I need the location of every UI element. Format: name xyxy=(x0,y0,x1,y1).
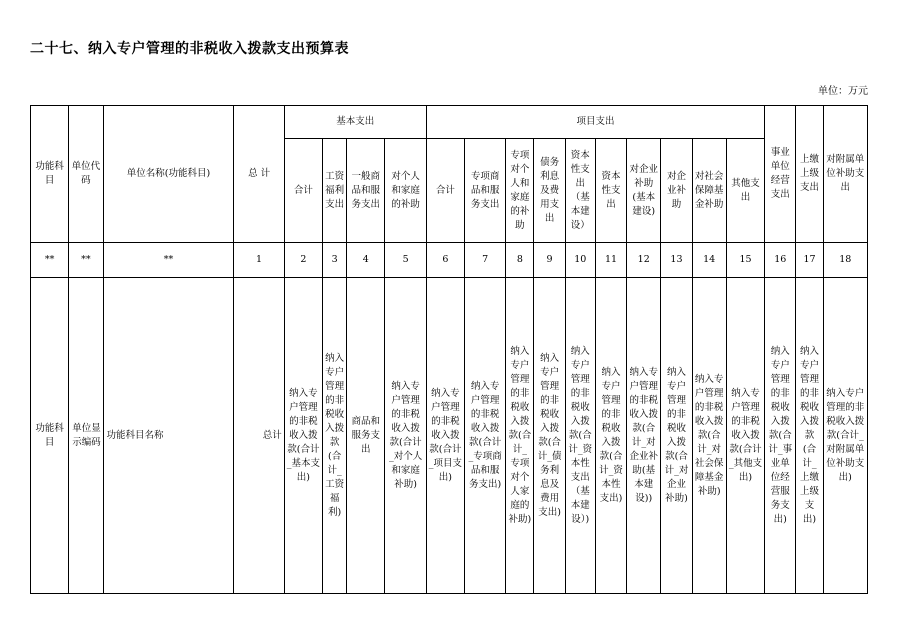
header-project-sub: 其他支出 xyxy=(726,139,764,243)
row-cell: 纳入专户管理的非税收入拨款(合计_专项商品和服务支出) xyxy=(465,278,506,594)
table-row xyxy=(31,278,868,594)
header-project-sub: 资本性支出（基本建设） xyxy=(565,139,595,243)
column-number: 9 xyxy=(534,243,565,278)
column-number: ** xyxy=(69,243,103,278)
column-number: 17 xyxy=(796,243,823,278)
row-cell: 纳入专户管理的非税收入拨款(合计_对企业补助(基本建设)) xyxy=(627,278,661,594)
row-cell: 纳入专户管理的非税收入拨款(合计_项目支出) xyxy=(426,278,464,594)
column-number: ** xyxy=(31,243,69,278)
column-number: 7 xyxy=(465,243,506,278)
row-cell: 纳入专户管理的非税收入拨款(合计_事业单位经营服务支出) xyxy=(765,278,796,594)
row-cell: 纳入专户管理的非税收入拨款(合计_工资福利) xyxy=(323,278,347,594)
column-number: 6 xyxy=(426,243,464,278)
header-project-expenditure: 项目支出 xyxy=(426,106,764,139)
header-basic-sub: 一般商品和服务支出 xyxy=(347,139,385,243)
column-number: 18 xyxy=(823,243,867,278)
column-number: 12 xyxy=(627,243,661,278)
row-cell: 纳入专户管理的非税收入拨款(合计_对附属单位补助支出) xyxy=(823,278,867,594)
header-basic-sub: 对个人和家庭的补助 xyxy=(385,139,426,243)
budget-table xyxy=(30,105,868,594)
header-project-sub: 债务利息及费用支出 xyxy=(534,139,565,243)
row-cell: 商品和服务支出 xyxy=(347,278,385,594)
row-cell: 纳入专户管理的非税收入拨款(合计_对个人和家庭补助) xyxy=(385,278,426,594)
header-tail-3: 对附属单位补助支出 xyxy=(823,106,867,243)
row-cell: 纳入专户管理的非税收入拨款(合计_其他支出) xyxy=(726,278,764,594)
header-total: 总 计 xyxy=(234,106,284,243)
row-cell: 纳入专户管理的非税收入拨款(合计_基本支出) xyxy=(284,278,322,594)
row-cell: 纳入专户管理的非税收入拨款(合计_资本性支出) xyxy=(595,278,626,594)
column-number: 2 xyxy=(284,243,322,278)
header-project-sub: 对企业补助 xyxy=(661,139,692,243)
header-basic-expenditure: 基本支出 xyxy=(284,106,426,139)
header-tail-1: 事业单位经营支出 xyxy=(765,106,796,243)
page-title: 二十七、纳入专户管理的非税收入拨款支出预算表 xyxy=(30,41,349,57)
header-project-sub: 合计 xyxy=(426,139,464,243)
column-number: 11 xyxy=(595,243,626,278)
header-unit-code: 单位代码 xyxy=(69,106,103,243)
column-number: 14 xyxy=(692,243,726,278)
row-cell: 纳入专户管理的非税收入拨款(合计_资本性支出（基本建设）) xyxy=(565,278,595,594)
unit-label: 单位：万元 xyxy=(818,86,868,97)
row-cell: 纳入专户管理的非税收入拨款(合计_对企业补助) xyxy=(661,278,692,594)
header-unit-name: 单位名称(功能科目) xyxy=(103,106,234,243)
row-total: 总计 xyxy=(234,278,284,594)
column-number: 5 xyxy=(385,243,426,278)
row-unit-name: 功能科目名称 xyxy=(103,278,234,594)
header-basic-sub: 合计 xyxy=(284,139,322,243)
row-cell: 纳入专户管理的非税收入拨款(合计_专项对个人家庭的补助) xyxy=(506,278,534,594)
row-cell: 纳入专户管理的非税收入拨款(合计_债务利息及费用支出) xyxy=(534,278,565,594)
header-row-1 xyxy=(31,106,868,139)
header-project-sub: 资本性支出 xyxy=(595,139,626,243)
column-number: 16 xyxy=(765,243,796,278)
row-func-subject: 功能科目 xyxy=(31,278,69,594)
header-basic-sub: 工资福利支出 xyxy=(323,139,347,243)
column-number: ** xyxy=(103,243,234,278)
row-cell: 纳入专户管理的非税收入拨款(合计_上缴上级支出) xyxy=(796,278,823,594)
header-tail-2: 上缴上级支出 xyxy=(796,106,823,243)
header-project-sub: 对社会保障基金补助 xyxy=(692,139,726,243)
column-number: 15 xyxy=(726,243,764,278)
header-func-subject: 功能科目 xyxy=(31,106,69,243)
column-number: 3 xyxy=(323,243,347,278)
header-project-sub: 对企业补助(基本建设) xyxy=(627,139,661,243)
column-number: 8 xyxy=(506,243,534,278)
column-number: 10 xyxy=(565,243,595,278)
column-number: 4 xyxy=(347,243,385,278)
header-project-sub: 专项对个人和家庭的补助 xyxy=(506,139,534,243)
row-cell: 纳入专户管理的非税收入拨款(合计_对社会保障基金补助) xyxy=(692,278,726,594)
column-number: 1 xyxy=(234,243,284,278)
row-unit-code: 单位显示编码 xyxy=(69,278,103,594)
column-number: 13 xyxy=(661,243,692,278)
column-number-row xyxy=(31,243,868,278)
header-project-sub: 专项商品和服务支出 xyxy=(465,139,506,243)
